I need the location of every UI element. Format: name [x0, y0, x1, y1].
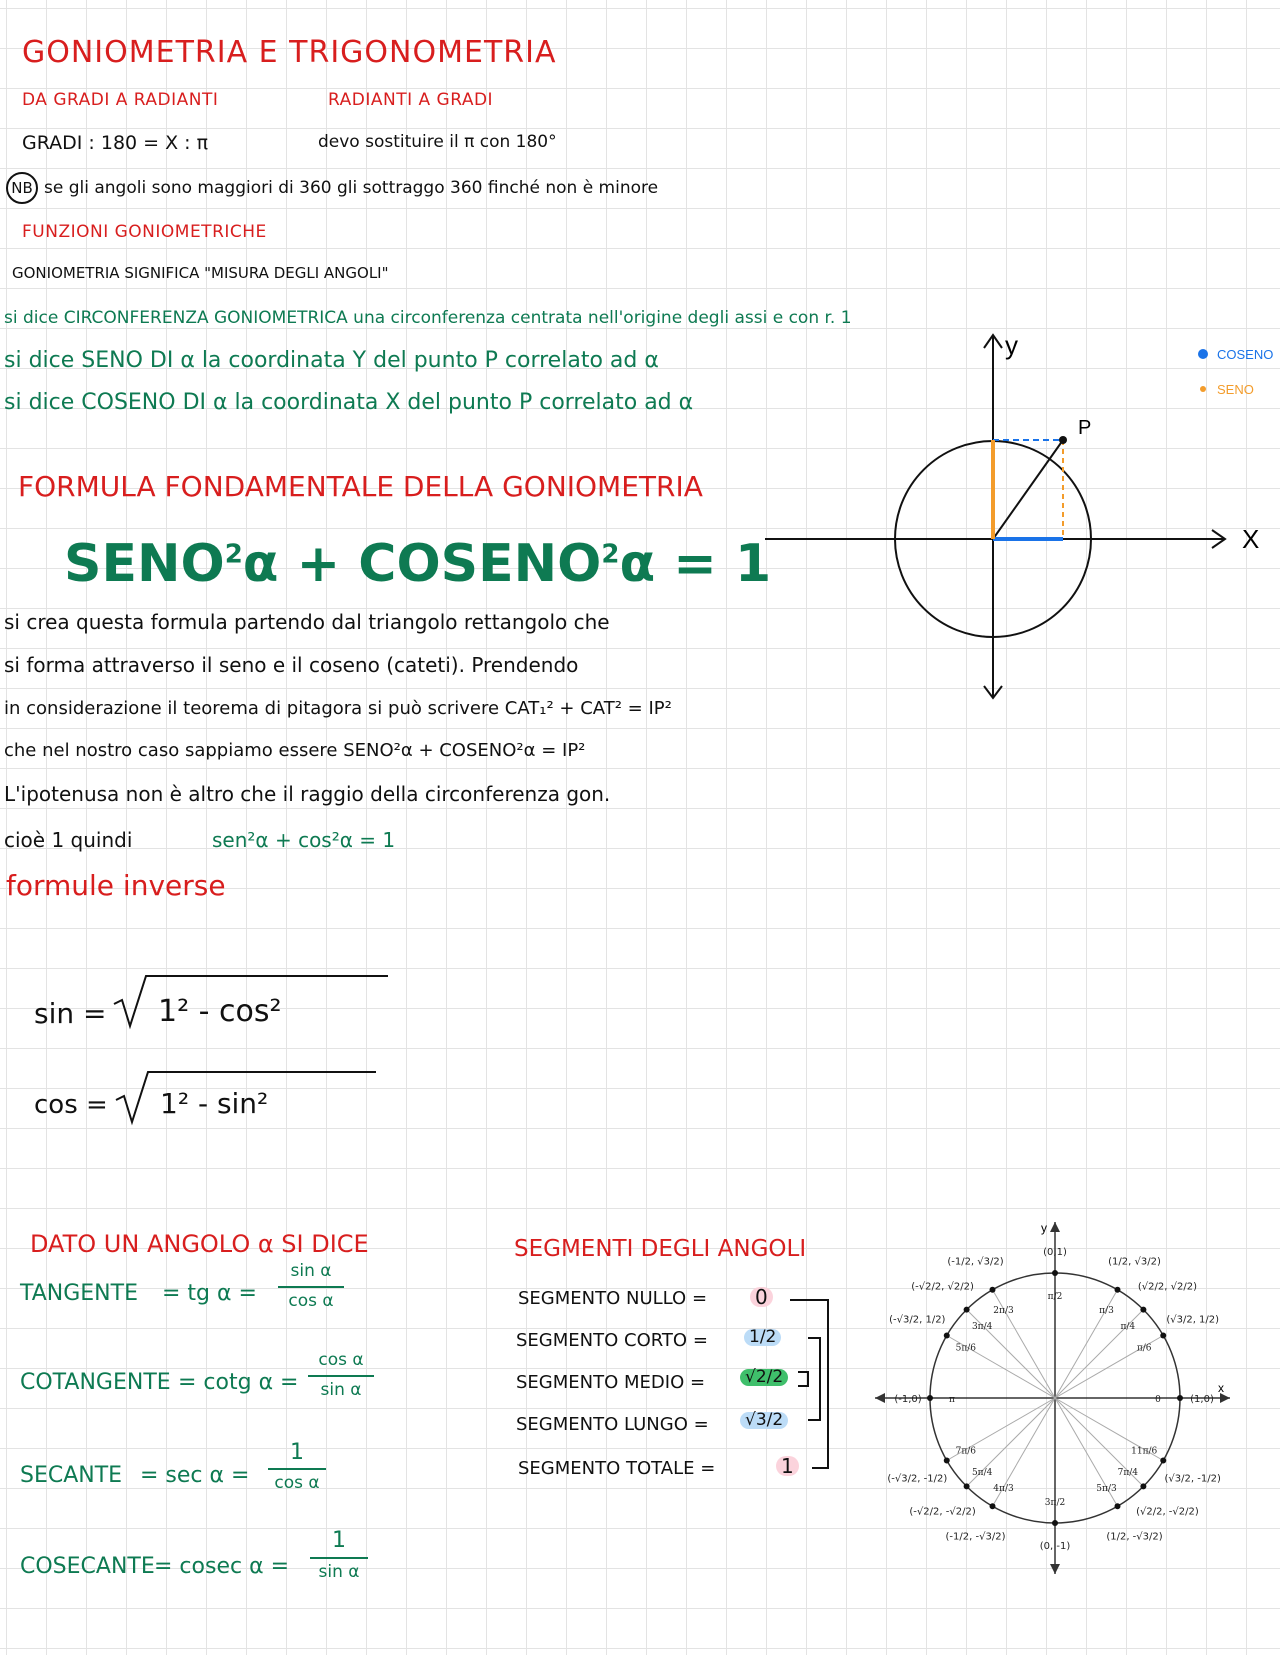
chart-angle-label-14: 7π/4: [1117, 1467, 1139, 1478]
segments-bracket: [790, 1290, 840, 1480]
deg-to-rad-heading: DA GRADI A RADIANTI: [22, 90, 219, 110]
chart-coord-label-13: (1/2, -√3/2): [1106, 1531, 1163, 1543]
chart-coord-label-7: (-√3/2, 1/2): [889, 1314, 946, 1326]
ratio-cotangent-expr: = cotg α =: [178, 1370, 299, 1395]
ratio-cosecant-den: sin α: [318, 1562, 360, 1582]
x-axis-label: X: [1242, 524, 1260, 554]
chart-angle-label-5: 2π/3: [993, 1305, 1014, 1316]
bracket-inner: [808, 1338, 820, 1420]
chart-coord-label-8: (-1,0): [894, 1394, 922, 1405]
inverse-sin-lhs: sin =: [34, 997, 107, 1030]
segment-null-value: 0: [750, 1287, 773, 1307]
fundamental-heading: FORMULA FONDAMENTALE DELLA GONIOMETRIA: [18, 470, 703, 503]
segment-short-value: 1/2: [744, 1329, 781, 1346]
explanation-line-3: in considerazione il teorema di pitagora si può scrivere CAT₁² + CAT² = IP²: [4, 698, 672, 719]
chart-point-2: [1140, 1307, 1146, 1313]
segment-long-value: √3/2: [740, 1412, 788, 1429]
chart-angle-label-10: 5π/4: [971, 1467, 993, 1478]
chart-angle-label-1: π/6: [1136, 1343, 1152, 1354]
ratio-cotangent-name: COTANGENTE: [20, 1370, 171, 1395]
cosine-definition: si dice COSENO DI α la coordinata X del punto P correlato ad α: [4, 390, 694, 415]
inverse-cos-rhs: 1² - sin²: [160, 1087, 269, 1120]
ratio-tangent-name: TANGENTE: [20, 1281, 138, 1306]
chart-coord-label-6: (-√2/2, √2/2): [911, 1281, 974, 1293]
goniometry-meaning: GONIOMETRIA SIGNIFICA "MISURA DEGLI ANGOLI": [12, 264, 389, 282]
explanation-line-1: si crea questa formula partendo dal triangolo rettangolo che: [4, 610, 610, 634]
legend-cosine-dot: [1198, 349, 1208, 359]
chart-point-4: [1052, 1270, 1058, 1276]
chart-coord-label-4: (0,1): [1043, 1247, 1067, 1258]
chart-angle-label-6: 3π/4: [971, 1322, 993, 1333]
formula-part-seno: SENO: [64, 534, 225, 594]
sine-definition: si dice SENO DI α la coordinata Y del punto P correlato ad α: [4, 348, 659, 373]
chart-point-11: [990, 1503, 996, 1509]
chart-coord-label-0: (1,0): [1190, 1394, 1214, 1405]
chart-point-5: [990, 1287, 996, 1293]
chart-angle-label-15: 11π/6: [1131, 1446, 1158, 1457]
ratio-secant-num: 1: [290, 1440, 304, 1465]
chart-point-8: [927, 1395, 933, 1401]
ratio-secant-den: cos α: [274, 1473, 320, 1493]
y-axis-label: y: [1005, 330, 1018, 360]
ratio-cosecant-name: COSECANTE: [20, 1554, 155, 1579]
page-title: GONIOMETRIA E TRIGONOMETRIA: [22, 35, 557, 70]
ratio-cotangent-den: sin α: [320, 1380, 362, 1400]
deg-formula: GRADI : 180 = X : π: [22, 132, 209, 154]
chart-angle-label-9: 7π/6: [955, 1446, 977, 1457]
chart-point-10: [964, 1483, 970, 1489]
chart-coord-label-14: (√2/2, -√2/2): [1136, 1506, 1199, 1518]
functions-heading: FUNZIONI GONIOMETRICHE: [22, 222, 267, 242]
chart-point-7: [944, 1333, 950, 1339]
ratio-tangent-den: cos α: [288, 1291, 334, 1311]
point-p: [1059, 436, 1067, 444]
chart-angle-label-7: 5π/6: [955, 1343, 977, 1354]
chart-coord-label-3: (1/2, √3/2): [1108, 1256, 1161, 1268]
ratio-secant-name: SECANTE: [20, 1463, 123, 1488]
ratio-cosecant-expr: = cosec α =: [154, 1554, 289, 1579]
chart-point-9: [944, 1458, 950, 1464]
segment-medium-label: SEGMENTO MEDIO =: [516, 1372, 706, 1393]
segment-short-label: SEGMENTO CORTO =: [516, 1330, 708, 1351]
chart-y-label: y: [1041, 1221, 1047, 1235]
chart-x-arrow-left: [875, 1393, 885, 1403]
ratio-cosecant-bar: [310, 1557, 368, 1559]
segment-null-label: SEGMENTO NULLO =: [518, 1288, 708, 1309]
segment-medium-value: √2/2: [740, 1369, 788, 1386]
formula-part-coseno: α + COSENO: [242, 534, 602, 594]
inverse-sin-rhs: 1² - cos²: [158, 994, 282, 1029]
chart-point-6: [964, 1307, 970, 1313]
ratio-cotangent-num: cos α: [318, 1350, 364, 1370]
ratio-secant-bar: [268, 1468, 326, 1470]
legend-sine-dot: [1200, 386, 1206, 392]
ratio-cotangent-bar: [308, 1375, 374, 1377]
explanation-line-2: si forma attraverso il seno e il coseno (cateti). Prendendo: [4, 653, 579, 677]
chart-y-arrow: [1050, 1222, 1060, 1232]
chart-angle-label-4: π/2: [1047, 1292, 1063, 1302]
rad-rule: devo sostituire il π con 180°: [318, 132, 557, 152]
chart-coord-label-5: (-1/2, √3/2): [947, 1256, 1004, 1268]
chart-angle-label-8: π: [949, 1395, 955, 1405]
chart-point-13: [1115, 1503, 1121, 1509]
ratio-tangent-expr: = tg α =: [162, 1281, 257, 1306]
chart-coord-label-1: (√3/2, 1/2): [1166, 1314, 1220, 1326]
inverse-cos-lhs: cos =: [34, 1090, 108, 1120]
unit-circle-diagram: [760, 330, 1280, 750]
formula-square-2: 2: [601, 539, 620, 570]
chart-point-14: [1140, 1483, 1146, 1489]
chart-angle-label-13: 5π/3: [1096, 1484, 1117, 1495]
chart-point-12: [1052, 1520, 1058, 1526]
formula-part-result: α = 1: [619, 534, 772, 594]
point-p-label: P: [1078, 417, 1092, 439]
inverse-heading: formule inverse: [6, 869, 226, 902]
chart-angle-label-12: 3π/2: [1044, 1498, 1066, 1508]
segment-long-label: SEGMENTO LUNGO =: [516, 1414, 709, 1435]
chart-coord-label-10: (-√2/2, -√2/2): [909, 1506, 976, 1518]
chart-angle-label-2: π/4: [1120, 1322, 1136, 1333]
bracket-center: [798, 1372, 808, 1386]
explanation-line-5: L'ipotenusa non è altro che il raggio della circonferenza gon.: [4, 782, 611, 806]
fundamental-formula: [64, 534, 772, 594]
chart-point-15: [1160, 1458, 1166, 1464]
chart-point-3: [1115, 1287, 1121, 1293]
legend-sine-label: SENO: [1217, 382, 1254, 397]
chart-coord-label-15: (√3/2, -1/2): [1164, 1473, 1221, 1485]
fundamental-result: sen²α + cos²α = 1: [212, 828, 396, 852]
chart-point-0: [1177, 1395, 1183, 1401]
chart-coord-label-12: (0, -1): [1039, 1541, 1071, 1552]
explanation-line-4: che nel nostro caso sappiamo essere SENO²α + COSENO²α = IP²: [4, 740, 586, 761]
segment-total-label: SEGMENTO TOTALE =: [518, 1458, 716, 1479]
radius-op: [993, 440, 1063, 539]
ratio-secant-expr: = sec α =: [140, 1463, 250, 1488]
rad-to-deg-heading: RADIANTI A GRADI: [328, 90, 494, 110]
nb-text: se gli angoli sono maggiori di 360 gli sottraggo 360 finché non è minore: [44, 178, 659, 198]
ratio-tangent-num: sin α: [290, 1261, 332, 1281]
chart-coord-label-9: (-√3/2, -1/2): [887, 1473, 948, 1485]
chart-coord-label-11: (-1/2, -√3/2): [945, 1531, 1006, 1543]
ratio-tangent-bar: [278, 1286, 344, 1288]
formula-square-1: 2: [224, 539, 243, 570]
nb-badge: NB: [6, 172, 38, 204]
chart-point-1: [1160, 1333, 1166, 1339]
chart-angle-label-3: π/3: [1099, 1305, 1114, 1316]
legend-cosine-label: COSENO: [1217, 347, 1274, 362]
ratios-heading: DATO UN ANGOLO α SI DICE: [30, 1230, 369, 1258]
chart-y-arrow-bottom: [1050, 1564, 1060, 1574]
segments-heading: SEGMENTI DEGLI ANGOLI: [514, 1236, 807, 1262]
chart-angle-label-0: 0: [1155, 1395, 1161, 1405]
unit-circle-chart: [870, 1218, 1240, 1578]
segment-total-value: 1: [776, 1456, 799, 1476]
chart-angle-label-11: 4π/3: [993, 1484, 1014, 1495]
chart-coord-label-2: (√2/2, √2/2): [1137, 1281, 1197, 1293]
explanation-line-6: cioè 1 quindi: [4, 828, 133, 852]
chart-x-label: x: [1218, 1381, 1224, 1395]
ratio-cosecant-num: 1: [332, 1528, 346, 1553]
circle-definition: si dice CIRCONFERENZA GONIOMETRICA una circonferenza centrata nell'origine degli assi e con r. 1: [4, 308, 852, 328]
